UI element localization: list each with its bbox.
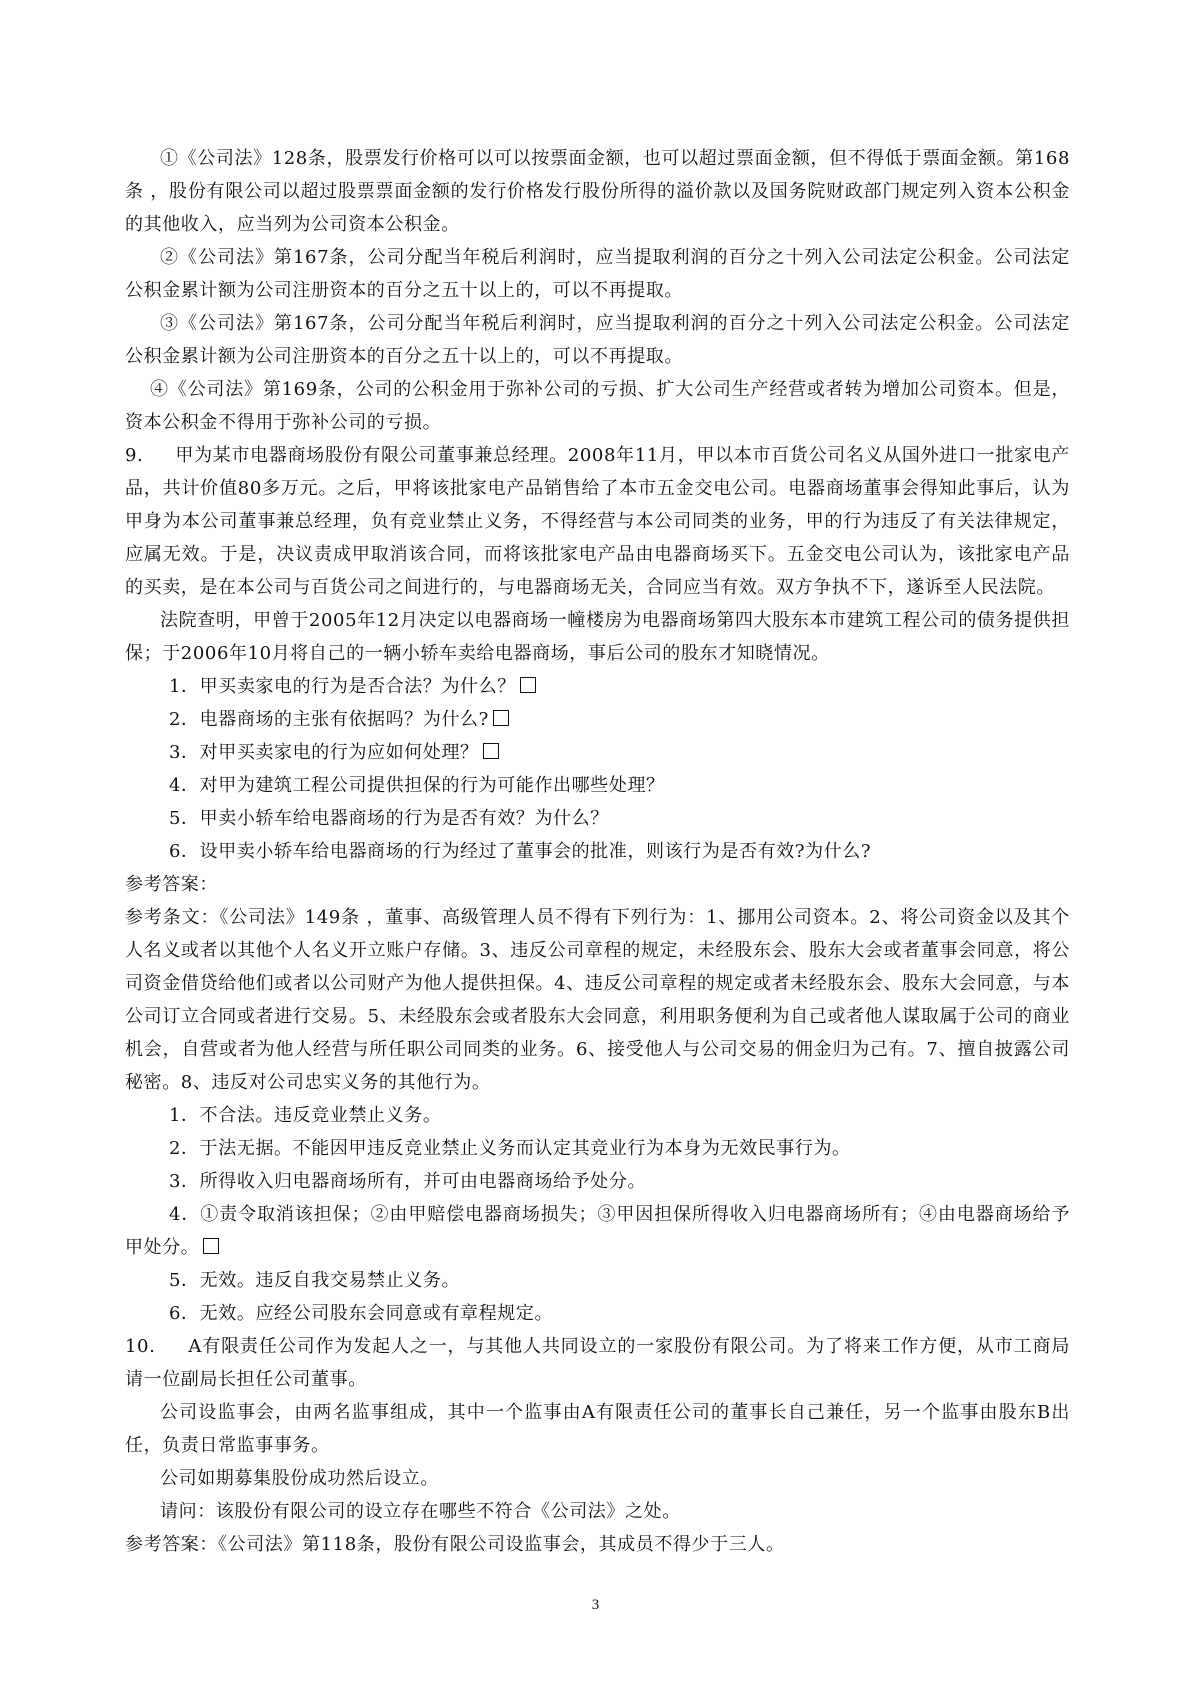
sub-question-text: 3．对甲买卖家电的行为应如何处理？ [169, 742, 479, 763]
answer-item [125, 1198, 1070, 1264]
answer-item: 5．无效。违反自我交易禁止义务。 [169, 1270, 461, 1291]
sub-question: 4．对甲为建筑工程公司提供担保的行为可能作出哪些处理？ [169, 775, 665, 796]
checkbox-icon [483, 743, 499, 759]
sub-question-text: 1．甲买卖家电的行为是否合法？为什么？ [169, 676, 516, 697]
page-content [125, 142, 1070, 1561]
paragraph: ④《公司法》第169条，公司的公积金用于弥补公司的亏损、扩大公司生产经营或者转为增加公司资本。但是，资本公积金不得用于弥补公司的亏损。 [125, 379, 1070, 433]
sub-question [125, 670, 1070, 703]
reference-text: 参考条文：《公司法》149条 ，董事、高级管理人员不得有下列行为：1、挪用公司资本。2、将公司资金以及其个人名义或者以其他个人名义开立账户存储。3、违反公司章程的规定，未经股东会、股东大会或者董事会同意，将公司资金借贷给他们或者以公司财产为他人提供担保。4、违反公司章程的规定或者未经股东会、股东大会同意，与本公司订立合同或者进行交易。5、未经股东会或者股东大会同意，利用职务便利为自己或者他人谋取属于公司的商业机会，自营或者为他人经营与所任职公司同类的业务。6、接受他人与公司交易的佣金归为己有。7、擅自披露公司秘密。8、违反对公司忠实义务的其他行为。 [125, 907, 1070, 1093]
checkbox-icon [520, 677, 536, 693]
checkbox-icon [203, 1238, 219, 1254]
paragraph: 公司如期募集股份成功然后设立。 [160, 1468, 439, 1489]
answer-item: 3．所得收入归电器商场所有，并可由电器商场给予处分。 [169, 1171, 647, 1192]
answer-heading: 参考答案： [125, 874, 218, 895]
paragraph: 法院查明，甲曾于2005年12月决定以电器商场一幢楼房为电器商场第四大股东本市建筑工程公司的债务提供担保；于2006年10月将自己的一辆小轿车卖给电器商场，事后公司的股东才知晓情况。 [125, 610, 1070, 664]
answer-item: 2．于法无据。不能因甲违反竞业禁止义务而认定其竞业行为本身为无效民事行为。 [169, 1138, 851, 1159]
sub-question-text: 2．电器商场的主张有依据吗？为什么? [169, 709, 489, 730]
checkbox-icon [493, 710, 509, 726]
question-9: 9. 甲为某市电器商场股份有限公司董事兼总经理。2008年11月，甲以本市百货公司名义从国外进口一批家电产品，共计价值80多万元。之后，甲将该批家电产品销售给了本市五金交电公司。电器商场董事会得知此事后，认为甲身为本公司董事兼总经理，负有竞业禁止义务，不得经营与本公司同类的业务，甲的行为违反了有关法律规定，应属无效。于是，决议责成甲取消该合同，而将该批家电产品由电器商场买下。五金交电公司认为，该批家电产品的买卖，是在本公司与百货公司之间进行的，与电器商场无关，合同应当有效。双方争执不下，遂诉至人民法院。 [125, 445, 1070, 598]
paragraph: ③《公司法》第167条，公司分配当年税后利润时，应当提取利润的百分之十列入公司法定公积金。公司法定公积金累计额为公司注册资本的百分之五十以上的，可以不再提取。 [125, 313, 1070, 367]
answer-item-text: 4．①责令取消该担保；②由甲赔偿电器商场损失；③甲因担保所得收入归电器商场所有；④由电器商场给予甲处分。 [125, 1204, 1070, 1258]
sub-question: 5．甲卖小轿车给电器商场的行为是否有效？为什么？ [169, 808, 609, 829]
answer-item: 1．不合法。违反竞业禁止义务。 [169, 1105, 442, 1126]
question-10: 10. A有限责任公司作为发起人之一，与其他人共同设立的一家股份有限公司。为了将来工作方便，从市工商局请一位副局长担任公司董事。 [125, 1336, 1070, 1390]
paragraph: ①《公司法》128条，股票发行价格可以可以按票面金额，也可以超过票面金额，但不得低于票面金额。第168条 ，股份有限公司以超过股票票面金额的发行价格发行股份所得的溢价款以及国务院财政部门规定列入资本公积金的其他收入，应当列为公司资本公积金。 [125, 148, 1070, 235]
answer-item: 6．无效。应经公司股东会同意或有章程规定。 [169, 1303, 554, 1324]
page-number: 3 [591, 1597, 600, 1613]
paragraph: 公司设监事会，由两名监事组成，其中一个监事由A有限责任公司的董事长自己兼任，另一个监事由股东B出任，负责日常监事事务。 [125, 1402, 1070, 1456]
paragraph: ②《公司法》第167条，公司分配当年税后利润时，应当提取利润的百分之十列入公司法定公积金。公司法定公积金累计额为公司注册资本的百分之五十以上的，可以不再提取。 [125, 247, 1070, 301]
paragraph: 请问：该股份有限公司的设立存在哪些不符合《公司法》之处。 [160, 1501, 681, 1522]
sub-question [125, 736, 1070, 769]
sub-question: 6．设甲卖小轿车给电器商场的行为经过了董事会的批准，则该行为是否有效?为什么? [169, 841, 872, 862]
answer-text: 参考答案：《公司法》第118条，股份有限公司设监事会，其成员不得少于三人。 [125, 1534, 785, 1555]
sub-question [125, 703, 1070, 736]
